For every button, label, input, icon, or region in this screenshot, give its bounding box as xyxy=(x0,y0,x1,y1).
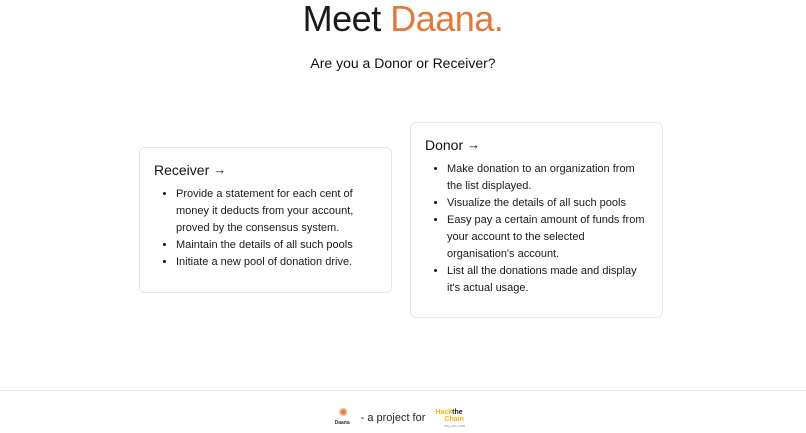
list-item: • Easy pay a certain amount of funds from your account to the selected organisation's account. xyxy=(447,212,650,263)
footer xyxy=(0,406,806,430)
footer-text: - a project for xyxy=(360,412,426,424)
footer-divider xyxy=(0,390,806,391)
list-item: • Initiate a new pool of donation drive. xyxy=(176,254,379,271)
title-prefix: Meet xyxy=(302,0,391,39)
donor-link[interactable] xyxy=(425,136,480,154)
receiver-card[interactable] xyxy=(139,147,392,293)
receiver-points-list xyxy=(176,186,379,271)
list-item: • Provide a statement for each cent of money it deducts from your account, proved by the consensus system. xyxy=(176,186,379,237)
donor-title: Donor xyxy=(425,137,464,153)
donor-card[interactable] xyxy=(410,122,663,318)
arrow-right-icon: → xyxy=(213,162,227,177)
page-title xyxy=(0,0,806,38)
daana-logo-text: Daana xyxy=(334,420,350,426)
title-accent: Daana. xyxy=(390,0,504,39)
arrow-right-icon: → xyxy=(467,137,481,152)
receiver-link[interactable] xyxy=(154,161,226,179)
list-item: • Visualize the details of all such pools xyxy=(447,195,650,212)
htc-logo-word-the: the xyxy=(452,409,463,416)
page-subtitle: Are you a Donor or Receiver? xyxy=(310,55,496,71)
list-item: • Make donation to an organization from the list displayed. xyxy=(447,161,650,195)
htc-logo-word-chain: Chain xyxy=(444,416,464,423)
list-item: • Maintain the details of all such pools xyxy=(176,237,379,254)
list-item: • List all the donations made and display it's actual usage. xyxy=(447,263,650,297)
spark-icon: ✺ xyxy=(338,407,348,419)
htc-logo-date: May 10th, 2020 xyxy=(444,424,466,428)
daana-logo xyxy=(335,407,355,429)
receiver-title: Receiver xyxy=(154,162,210,178)
htc-logo-word-hack: Hack xyxy=(435,409,453,416)
hack-the-chain-logo xyxy=(435,407,471,429)
donor-points-list xyxy=(447,161,650,297)
